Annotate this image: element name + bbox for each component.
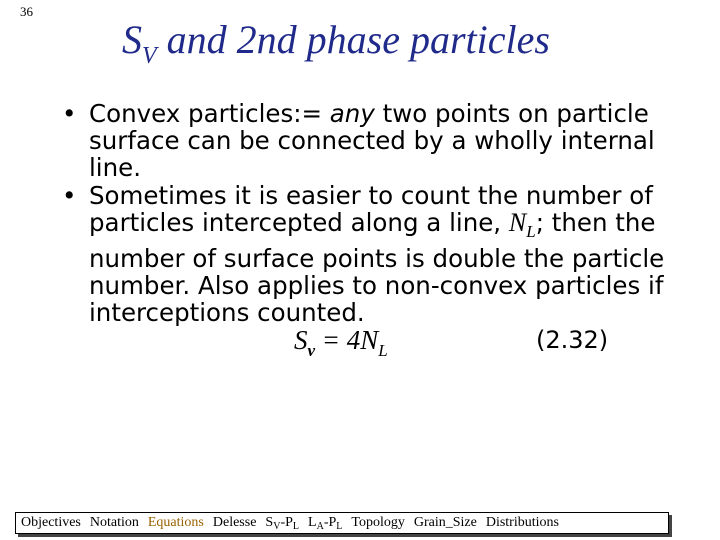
nav-la-l: L xyxy=(308,514,317,530)
nav-link-equations[interactable]: Equations xyxy=(147,515,204,530)
nav-pl-sub: L xyxy=(292,520,300,532)
navigation-bar xyxy=(15,512,669,534)
bullet-text-prefix: Convex particles:= xyxy=(89,99,330,128)
nav-la-sub: A xyxy=(316,520,324,532)
bullet-marker: • xyxy=(62,99,77,128)
bullet-text-part1: Sometimes it is easier to count the number of particles intercepted along a line, xyxy=(89,180,653,237)
nav-link-objectives[interactable]: Objectives xyxy=(21,515,81,530)
nav-link-distributions[interactable]: Distributions xyxy=(485,515,559,530)
nav-la-dash: -P xyxy=(323,514,337,530)
math-nl xyxy=(508,207,536,241)
nav-link-la-pl[interactable] xyxy=(308,515,342,532)
equation-mid: = 4N xyxy=(315,324,379,355)
equation-number: (2.32) xyxy=(536,325,609,354)
nav-link-notation[interactable]: Notation xyxy=(89,515,139,530)
bullet-item-intercepts xyxy=(60,182,680,327)
nav-la-pl-sub: L xyxy=(336,520,343,532)
nav-sv-dash: -P xyxy=(280,514,293,530)
slide-title xyxy=(122,16,550,70)
bullet-item-convex xyxy=(60,100,680,182)
nav-link-grain-size[interactable]: Grain_Size xyxy=(413,515,477,530)
slide-number: 36 xyxy=(20,4,33,19)
equation-lhs-subscript: v xyxy=(307,340,316,360)
nav-link-topology[interactable]: Topology xyxy=(351,515,405,530)
nav-link-delesse[interactable]: Delesse xyxy=(212,515,257,530)
nav-sv-sub: V xyxy=(273,520,281,532)
bullet-marker: • xyxy=(62,180,77,210)
equation-lhs: S xyxy=(294,324,308,355)
equation-rhs-subscript: L xyxy=(378,340,388,360)
math-nl-subscript: L xyxy=(526,221,536,241)
title-symbol: S xyxy=(122,17,142,62)
equation-line xyxy=(60,324,680,361)
math-nl-symbol: N xyxy=(508,207,527,237)
title-subscript: V xyxy=(142,43,157,69)
nav-link-sv-pl[interactable] xyxy=(265,515,299,532)
bullet-list xyxy=(60,100,680,361)
bullet-text-suffix: two points on particle surface can be connected by a wholly internal line. xyxy=(89,99,655,183)
nav-sv-s: S xyxy=(265,514,274,530)
bullet-text-part2: ; then the number of surface points is double the particle number. Also applies to non-convex particles if interceptions counted. xyxy=(89,207,665,328)
equation xyxy=(294,324,388,364)
bullet-text-emphasis: any xyxy=(329,99,375,128)
title-text: and 2nd phase particles xyxy=(156,17,550,62)
